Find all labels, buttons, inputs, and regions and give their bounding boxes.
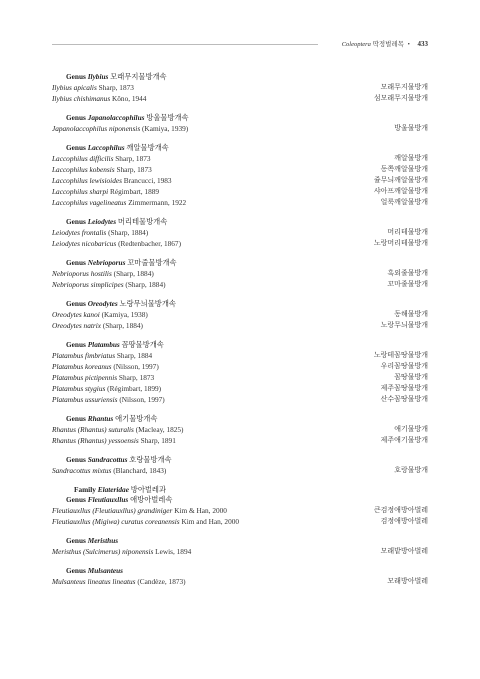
species-scientific-name: Laccophilus lewisioides bbox=[52, 176, 122, 185]
taxon-name: Leiodytes bbox=[87, 217, 117, 226]
species-korean-name: 머리테물방개 bbox=[387, 228, 428, 236]
genus-heading bbox=[52, 455, 428, 465]
species-row bbox=[52, 197, 428, 208]
species-scientific-name: Laccophilus vagelineatus bbox=[52, 198, 127, 207]
species-korean-name: 샤아프깨알물방개 bbox=[373, 187, 428, 195]
species-scientific-name: Platambus ussuriensis bbox=[52, 395, 118, 404]
species-entry bbox=[52, 123, 188, 134]
species-entry bbox=[52, 279, 166, 290]
taxon-name: Ilybius bbox=[87, 72, 109, 81]
species-row bbox=[52, 383, 428, 394]
species-entry bbox=[52, 516, 239, 527]
taxon-korean-name: 모래무지물방개속 bbox=[110, 72, 167, 81]
header-separator: • bbox=[407, 41, 410, 48]
species-authority: Sharp, 1873 bbox=[116, 165, 152, 174]
taxon-name: Platambus bbox=[87, 340, 120, 349]
species-korean-name: 노랑머리테물방개 bbox=[373, 239, 428, 247]
species-authority: (Kamiya, 1939) bbox=[142, 124, 189, 133]
species-korean-name: 방울물방개 bbox=[394, 124, 428, 132]
genus-heading bbox=[52, 340, 428, 350]
taxon-rank: Genus bbox=[66, 113, 86, 122]
species-entry bbox=[52, 93, 146, 104]
taxon-group bbox=[52, 566, 428, 587]
species-scientific-name: Platambus koreanus bbox=[52, 362, 112, 371]
species-korean-name: 동쪽깨알물방개 bbox=[380, 165, 428, 173]
species-row bbox=[52, 175, 428, 186]
genus-heading bbox=[52, 258, 428, 268]
running-header bbox=[52, 39, 428, 53]
genus-heading bbox=[52, 143, 428, 153]
taxon-korean-name: 머리테물방개속 bbox=[117, 217, 168, 226]
species-scientific-name: Platambus fimbriatus bbox=[52, 351, 116, 360]
species-authority: (Blanchard, 1843) bbox=[113, 466, 167, 475]
species-korean-name: 제주애기물방개 bbox=[380, 436, 428, 444]
taxon-rank: Genus bbox=[66, 536, 86, 545]
species-scientific-name: Mulsanteus lineatus lineatus bbox=[52, 577, 136, 586]
header-rule bbox=[52, 44, 318, 45]
species-authority: (Nilsson, 1997) bbox=[119, 395, 165, 404]
species-scientific-name: Fleutiauxllus (Fleutiauxllus) grandiniger bbox=[52, 506, 173, 515]
taxon-name: Sandracottus bbox=[87, 455, 128, 464]
genus-heading bbox=[52, 414, 428, 424]
taxon-name: Rhantus bbox=[87, 414, 114, 423]
genus-heading bbox=[52, 536, 428, 546]
family-heading bbox=[52, 485, 428, 495]
species-authority: (Nilsson, 1997) bbox=[113, 362, 159, 371]
taxon-group bbox=[52, 455, 428, 476]
species-authority: Lewis, 1894 bbox=[155, 547, 192, 556]
genus-heading bbox=[52, 495, 428, 505]
taxon-korean-name: 방아벌레과 bbox=[130, 485, 167, 494]
species-korean-name: 노랑무늬물방개 bbox=[380, 321, 428, 329]
species-row bbox=[52, 350, 428, 361]
taxon-korean-name: 깨알물방개속 bbox=[126, 143, 169, 152]
species-korean-name: 섬모래무지물방개 bbox=[373, 94, 428, 102]
species-korean-name: 꼬마줄물방개 bbox=[387, 280, 428, 288]
species-authority: (Redtenbacher, 1867) bbox=[118, 239, 181, 248]
species-authority: (Sharp, 1884) bbox=[125, 280, 166, 289]
species-entry bbox=[52, 186, 159, 197]
taxon-name: Mulsanteus bbox=[87, 566, 123, 575]
species-authority: Sharp, 1873 bbox=[115, 154, 151, 163]
species-row bbox=[52, 164, 428, 175]
species-entry bbox=[52, 361, 159, 372]
taxon-korean-name: 꼼땅물방개속 bbox=[121, 340, 164, 349]
species-authority: Kim and Han, 2000 bbox=[181, 517, 240, 526]
genus-heading bbox=[52, 299, 428, 309]
species-korean-name: 꼼땅물방개 bbox=[394, 373, 428, 381]
species-entry bbox=[52, 227, 148, 238]
species-row bbox=[52, 394, 428, 405]
species-row bbox=[52, 279, 428, 290]
species-entry bbox=[52, 268, 154, 279]
taxon-group bbox=[52, 217, 428, 249]
species-authority: (Sharp, 1884) bbox=[102, 321, 143, 330]
species-entry bbox=[52, 435, 176, 446]
taxon-korean-name: 노랑무늬물방개속 bbox=[119, 299, 176, 308]
species-korean-name: 모래방아벌레 bbox=[387, 577, 428, 585]
species-entry bbox=[52, 350, 152, 361]
taxon-rank: Genus bbox=[66, 414, 86, 423]
taxon-rank: Genus bbox=[66, 566, 86, 575]
taxon-group bbox=[52, 72, 428, 104]
species-scientific-name: Laccophilus sharpi bbox=[52, 187, 109, 196]
species-authority: (Macleay, 1825) bbox=[135, 425, 184, 434]
species-authority: Sharp, 1873 bbox=[98, 83, 134, 92]
species-korean-name: 흑외줄물방개 bbox=[387, 269, 428, 277]
species-row bbox=[52, 93, 428, 104]
species-row bbox=[52, 238, 428, 249]
species-row bbox=[52, 546, 428, 557]
species-scientific-name: Nebrioporus hostilis bbox=[52, 269, 112, 278]
species-authority: Sharp, 1891 bbox=[140, 436, 176, 445]
species-authority: Régimbart, 1889 bbox=[109, 187, 160, 196]
genus-heading bbox=[52, 566, 428, 576]
taxon-name: Meristhus bbox=[87, 536, 119, 545]
header-text bbox=[342, 39, 428, 48]
species-entry bbox=[52, 372, 154, 383]
species-row bbox=[52, 268, 428, 279]
species-korean-name: 노랑테꼼땅물방개 bbox=[373, 351, 428, 359]
species-scientific-name: Rhantus (Rhantus) suturalis bbox=[52, 425, 134, 434]
species-row bbox=[52, 435, 428, 446]
taxon-korean-name: 애기물방개속 bbox=[115, 414, 158, 423]
species-scientific-name: Laccophilus difficilis bbox=[52, 154, 114, 163]
species-korean-name: 모래밭방아벌레 bbox=[380, 547, 428, 555]
species-scientific-name: Meristhus (Sulcimerus) niponensis bbox=[52, 547, 154, 556]
taxon-korean-name: 호랑물방개속 bbox=[129, 455, 172, 464]
species-korean-name: 제주꼼땅물방개 bbox=[380, 384, 428, 392]
taxon-name: Fleutiauxllus bbox=[87, 495, 129, 504]
species-authority: (Régimbart, 1899) bbox=[107, 384, 162, 393]
species-entry bbox=[52, 394, 165, 405]
taxon-name: Japanolaccophilus bbox=[87, 113, 145, 122]
species-authority: (Candèze, 1873) bbox=[137, 577, 186, 586]
taxon-rank: Genus bbox=[66, 299, 86, 308]
species-entry bbox=[52, 175, 172, 186]
taxon-rank: Family bbox=[74, 485, 96, 494]
genus-heading bbox=[52, 217, 428, 227]
species-scientific-name: Ilybius apicalis bbox=[52, 83, 97, 92]
header-order-kr: 딱정벌레목 bbox=[372, 41, 404, 48]
species-row bbox=[52, 505, 428, 516]
species-entry bbox=[52, 465, 166, 476]
species-korean-name: 쥴무늬깨알물방개 bbox=[373, 176, 428, 184]
species-entry bbox=[52, 153, 151, 164]
species-scientific-name: Ilybius chishimanus bbox=[52, 94, 111, 103]
species-entry bbox=[52, 238, 181, 249]
species-authority: Zimmermann, 1922 bbox=[128, 198, 187, 207]
page-number: 433 bbox=[417, 40, 428, 48]
species-row bbox=[52, 82, 428, 93]
species-authority: Kim & Han, 2000 bbox=[174, 506, 227, 515]
species-scientific-name: Oreodytes kanoi bbox=[52, 310, 100, 319]
species-row bbox=[52, 361, 428, 372]
checklist-body bbox=[52, 72, 428, 596]
species-scientific-name: Platambus pictipennis bbox=[52, 373, 118, 382]
genus-heading bbox=[52, 113, 428, 123]
species-entry bbox=[52, 82, 134, 93]
species-scientific-name: Nebrioporus simplicipes bbox=[52, 280, 124, 289]
species-scientific-name: Rhantus (Rhantus) yessoensis bbox=[52, 436, 139, 445]
species-authority: Kôno, 1944 bbox=[112, 94, 147, 103]
species-korean-name: 산수꼼땅물방개 bbox=[380, 395, 428, 403]
species-row bbox=[52, 576, 428, 587]
species-entry bbox=[52, 309, 148, 320]
taxon-rank: Genus bbox=[66, 217, 86, 226]
taxon-name: Oreodytes bbox=[87, 299, 118, 308]
species-row bbox=[52, 516, 428, 527]
species-row bbox=[52, 186, 428, 197]
species-entry bbox=[52, 546, 191, 557]
species-authority: Sharp, 1884 bbox=[116, 351, 153, 360]
species-entry bbox=[52, 164, 152, 175]
species-row bbox=[52, 153, 428, 164]
taxon-name: Nebrioporus bbox=[87, 258, 126, 267]
species-entry bbox=[52, 320, 143, 331]
species-scientific-name: Oreodytes natrix bbox=[52, 321, 101, 330]
species-korean-name: 우리꼼땅물방개 bbox=[380, 362, 428, 370]
taxon-group bbox=[52, 113, 428, 134]
taxon-rank: Genus bbox=[66, 455, 86, 464]
species-entry bbox=[52, 197, 186, 208]
species-authority: (Sharp, 1884) bbox=[113, 269, 154, 278]
taxon-group bbox=[52, 258, 428, 290]
species-scientific-name: Japanolaccophilus niponensis bbox=[52, 124, 141, 133]
species-entry bbox=[52, 424, 183, 435]
species-scientific-name: Laccophilus kobensis bbox=[52, 165, 115, 174]
taxon-group bbox=[52, 143, 428, 208]
species-korean-name: 얼룩깨알물방개 bbox=[380, 198, 428, 206]
species-entry bbox=[52, 576, 186, 587]
taxon-group bbox=[52, 299, 428, 331]
species-scientific-name: Fleutiauxllus (Migiwa) curatus coreanensis bbox=[52, 517, 180, 526]
species-korean-name: 깨알물방개 bbox=[394, 154, 428, 162]
taxon-korean-name: 방울물방개속 bbox=[146, 113, 189, 122]
species-entry bbox=[52, 505, 227, 516]
species-scientific-name: Leiodytes frontalis bbox=[52, 228, 107, 237]
species-authority: Sharp, 1873 bbox=[118, 373, 155, 382]
species-row bbox=[52, 424, 428, 435]
species-korean-name: 동해물방개 bbox=[394, 310, 428, 318]
taxon-rank: Genus bbox=[66, 258, 86, 267]
species-korean-name: 검정애방아벌레 bbox=[380, 517, 428, 525]
species-row bbox=[52, 320, 428, 331]
species-row bbox=[52, 123, 428, 134]
species-authority: (Sharp, 1884) bbox=[108, 228, 149, 237]
taxon-group bbox=[52, 485, 428, 527]
species-row bbox=[52, 227, 428, 238]
taxon-group bbox=[52, 536, 428, 557]
species-scientific-name: Platambus stygius bbox=[52, 384, 106, 393]
taxon-rank: Genus bbox=[66, 495, 86, 504]
genus-heading bbox=[52, 72, 428, 82]
taxon-rank: Genus bbox=[66, 72, 86, 81]
taxon-group bbox=[52, 414, 428, 446]
species-korean-name: 호랑물방개 bbox=[394, 466, 428, 474]
species-korean-name: 큰검정애방아벌레 bbox=[373, 506, 428, 514]
species-scientific-name: Leiodytes nicobaricus bbox=[52, 239, 117, 248]
taxon-rank: Genus bbox=[66, 340, 86, 349]
taxon-rank: Genus bbox=[66, 143, 86, 152]
species-authority: (Kamiya, 1938) bbox=[101, 310, 148, 319]
taxon-name: Laccophilus bbox=[87, 143, 125, 152]
header-order: Coleoptera bbox=[341, 41, 371, 48]
species-korean-name: 모래무지물방개 bbox=[380, 83, 428, 91]
taxon-group bbox=[52, 340, 428, 405]
species-row bbox=[52, 372, 428, 383]
species-authority: Brancucci, 1983 bbox=[123, 176, 172, 185]
taxon-korean-name: 꼬마줄물방개속 bbox=[127, 258, 177, 267]
species-scientific-name: Sandracottus mixtus bbox=[52, 466, 112, 475]
taxon-name: Elateridae bbox=[97, 485, 129, 494]
taxon-korean-name: 애방아벌레속 bbox=[130, 495, 173, 504]
species-korean-name: 애기물방개 bbox=[394, 425, 428, 433]
species-entry bbox=[52, 383, 161, 394]
species-row bbox=[52, 309, 428, 320]
species-row bbox=[52, 465, 428, 476]
